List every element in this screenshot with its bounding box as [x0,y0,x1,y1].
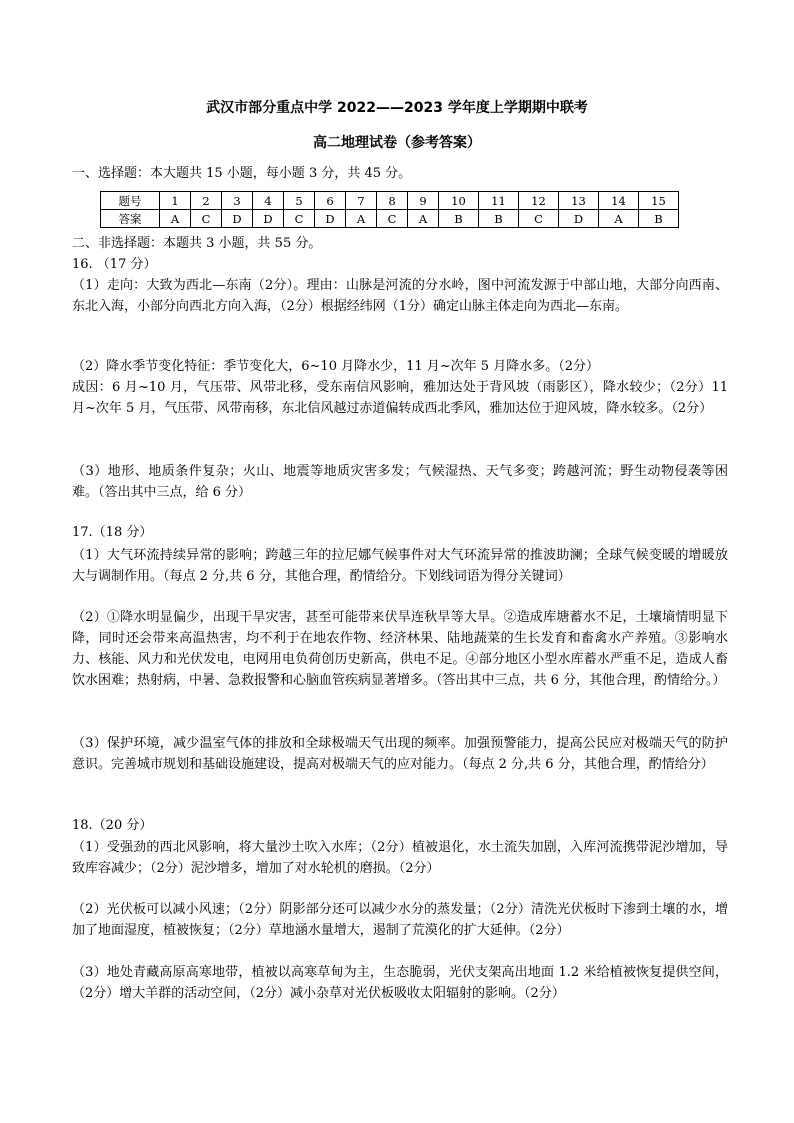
answer-table [100,191,679,228]
table-cell: 2 [191,192,222,210]
table-cell: B [439,210,479,228]
exam-subtitle: 高二地理试卷（参考答案） [313,135,481,151]
q18-answer-1: （1）受强劲的西北风影响，将大量沙土吹入水库；（2分）植被退化，水土流失加剧，入库河流携带泥沙增加，导致库容减少；（2分）泥沙增多，增加了对水轮机的磨损。（2分） [72,840,728,876]
table-cell: C [284,210,315,228]
table-cell: A [346,210,377,228]
table-cell: 1 [160,192,191,210]
q18-answer-3: （3）地处青藏高原高寒地带，植被以高寒草甸为主，生态脆弱，光伏支架高出地面 1.2 米给植被恢复提供空间，（2分）增大羊群的活动空间，（2分）减小杂草对光伏板吸收太阳辐射的影响。（2分） [72,965,728,1001]
q17-label: 17.（18 分） [72,525,153,540]
table-cell: C [377,210,408,228]
table-row-answers [101,210,679,228]
table-cell: 11 [479,192,519,210]
table-cell: 6 [315,192,346,210]
q16-answer-3: （3）地形、地质条件复杂；火山、地震等地质灾害多发；气候湿热、天气多变；跨越河流；野生动物侵袭等困难。（答出其中三点，给 6 分） [72,464,728,500]
table-cell: B [479,210,519,228]
table-cell: D [559,210,599,228]
q16-answer-1: （1）走向：大致为西北—东南（2分）。理由：山脉是河流的分水岭，图中河流发源于中部山地，大部分向西南、东北入海，小部分向西北方向入海，（2分）根据经纬网（1分）确定山脉主体走向为西北—东南。 [72,278,728,314]
q17-answer-1: （1）大气环流持续异常的影响；跨越三年的拉尼娜气候事件对大气环流异常的推波助澜；全球气候变暖的增暖放大与调制作用。（每点 2 分,共 6 分，其他合理，酌情给分。下划线词语为得分关键词） [72,548,728,584]
exam-title: 武汉市部分重点中学 2022——2023 学年度上学期期中联考 [206,100,588,116]
q16-answer-2a: （2）降水季节变化特征：季节变化大，6~10 月降水少，11 月~次年 5 月降水多。（2分） [72,359,599,374]
q16-answer-2b: 成因：6 月~10 月，气压带、风带北移，受东南信风影响，雅加达处于背风坡（雨影区），降水较少；（2分）11 月~次年 5 月，气压带、风带南移，东北信风越过赤道偏转成西北季风，雅加达位于迎风坡，降水较多。（2分） [72,380,728,416]
table-cell: 13 [559,192,599,210]
row-label-answer: 答案 [101,210,160,228]
table-cell: 4 [253,192,284,210]
section1-heading: 一、选择题：本大题共 15 小题，每小题 3 分，共 45 分。 [72,166,412,181]
table-cell: 3 [222,192,253,210]
q16-label: 16. （17 分） [72,257,157,272]
table-cell: 8 [377,192,408,210]
table-cell: 12 [519,192,559,210]
table-cell: C [519,210,559,228]
table-cell: D [315,210,346,228]
row-label-number: 题号 [101,192,160,210]
section2-heading: 二、非选择题：本题共 3 小题，共 55 分。 [72,236,322,251]
table-cell: C [191,210,222,228]
q18-label: 18.（20 分） [72,818,153,833]
table-cell: B [639,210,679,228]
table-cell: 15 [639,192,679,210]
q17-answer-2: （2）①降水明显偏少，出现干旱灾害，甚至可能带来伏旱连秋旱等大旱。②造成库塘蓄水不足，土壤墒情明显下降，同时还会带来高温热害，均不利于在地农作物、经济林果、陆地蔬菜的生长发育和畜禽水产养殖。③影响水力、核能、风力和光伏发电，电网用电负荷创历史新高，供电不足。④部分地区小型水库蓄水严重不足，造成人畜饮水困难；热射病，中暑、急救报警和心脑血管疾病显著增多。（答出其中三点，共 6 分，其他合理，酌情给分。） [72,610,728,688]
table-cell: 10 [439,192,479,210]
q17-answer-3: （3）保护环境，减少温室气体的排放和全球极端天气出现的频率。加强预警能力，提高公民应对极端天气的防护意识。完善城市规划和基础设施建设，提高对极端天气的应对能力。（每点 2 分,共 6 分，其他合理，酌情给分） [72,736,728,772]
table-row-numbers [101,192,679,210]
table-cell: 7 [346,192,377,210]
table-cell: D [222,210,253,228]
table-cell: 9 [408,192,439,210]
q18-answer-2: （2）光伏板可以减小风速；（2分）阴影部分还可以减少水分的蒸发量；（2分）清洗光伏板时下渗到土壤的水，增加了地面湿度，植被恢复；（2分）草地涵水量增大，遏制了荒漠化的扩大延伸。（2分） [72,902,728,938]
table-cell: A [599,210,639,228]
table-cell: 14 [599,192,639,210]
table-cell: D [253,210,284,228]
table-cell: A [408,210,439,228]
table-cell: A [160,210,191,228]
table-cell: 5 [284,192,315,210]
